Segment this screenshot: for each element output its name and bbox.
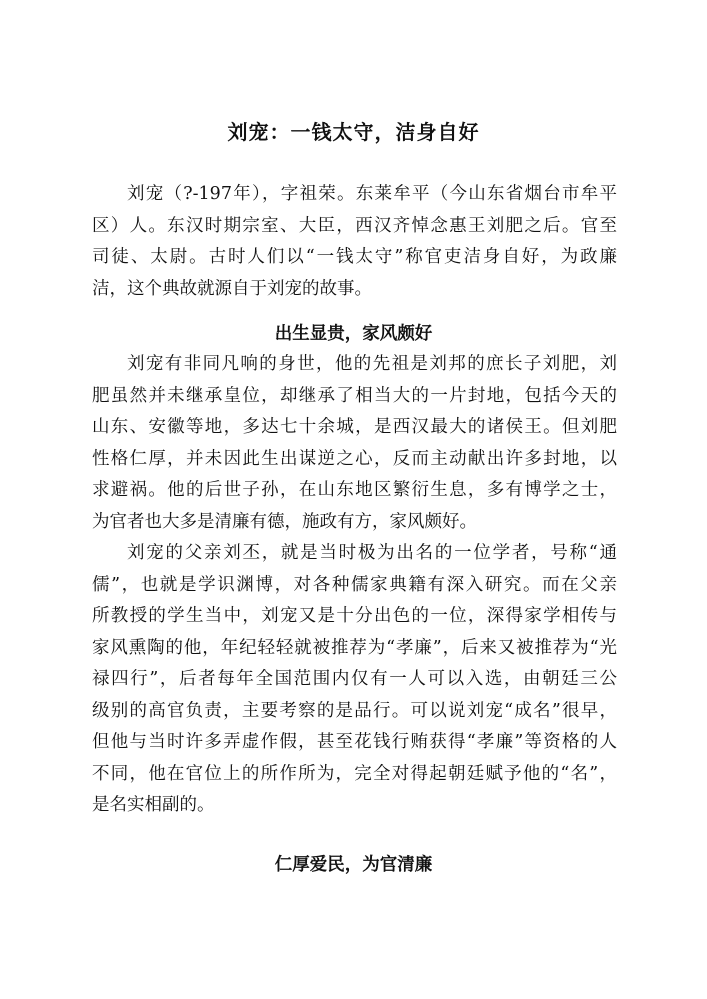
text-line: 但他与当时许多弄虚作假，甚至花钱行贿获得“孝廉”等资格的人 [92, 732, 617, 752]
text-line: 刘宠（?-197年），字祖荣。东莱牟平（今山东省烟台市牟平 [127, 184, 617, 204]
text-line: 是名实相副的。 [92, 795, 215, 815]
text-line: 求避祸。他的后世子孙，在山东地区繁衍生息，多有博学之士， [92, 480, 617, 500]
section-heading: 出生显贵，家风颇好 [274, 324, 433, 344]
intro-paragraph [92, 179, 617, 305]
section1-paragraph-2 [92, 538, 617, 822]
text-line: 性格仁厚，并未因此生出谋逆之心，反而主动献出许多封地，以 [92, 448, 617, 469]
text-line: 肥虽然并未继承皇位，却继承了相当大的一片封地，包括今天的 [92, 385, 617, 406]
text-line: 所教授的学生当中，刘宠又是十分出色的一位，深得家学相传与 [92, 606, 617, 626]
text-line: 儒”，也就是学识渊博，对各种儒家典籍有深入研究。而在父亲 [92, 574, 617, 595]
text-line: 不同，他在官位上的所作所为，完全对得起朝廷赋予他的“名”， [92, 763, 617, 784]
text-line: 刘宠有非同凡响的身世，他的先祖是刘邦的庶长子刘肥，刘 [127, 354, 617, 374]
document-title: 刘宠：一钱太守，洁身自好 [227, 120, 480, 144]
text-line: 家风熏陶的他，年纪轻轻就被推荐为“孝廉”，后来又被推荐为“光 [92, 637, 617, 658]
text-line: 山东、安徽等地，多达七十余城，是西汉最大的诸侯王。但刘肥 [92, 417, 617, 437]
section-heading: 仁厚爱民，为官清廉 [274, 855, 433, 875]
text-line: 区）人。东汉时期宗室、大臣，西汉齐悼念惠王刘肥之后。官至 [92, 215, 617, 236]
section1-paragraph-1 [92, 349, 617, 538]
text-line: 为官者也大多是清廉有德，施政有方，家风颇好。 [92, 511, 477, 532]
text-line: 刘宠的父亲刘丕，就是当时极为出名的一位学者，号称“通 [127, 543, 617, 563]
text-line: 洁，这个典故就源自于刘宠的故事。 [92, 278, 372, 299]
text-line: 司徒、太尉。古时人们以“一钱太守”称官吏洁身自好，为政廉 [92, 247, 617, 267]
text-line: 禄四行”，后者每年全国范围内仅有一人可以入选，由朝廷三公 [92, 669, 617, 689]
text-line: 级别的高官负责，主要考察的是品行。可以说刘宠“成名”很早， [92, 700, 617, 721]
